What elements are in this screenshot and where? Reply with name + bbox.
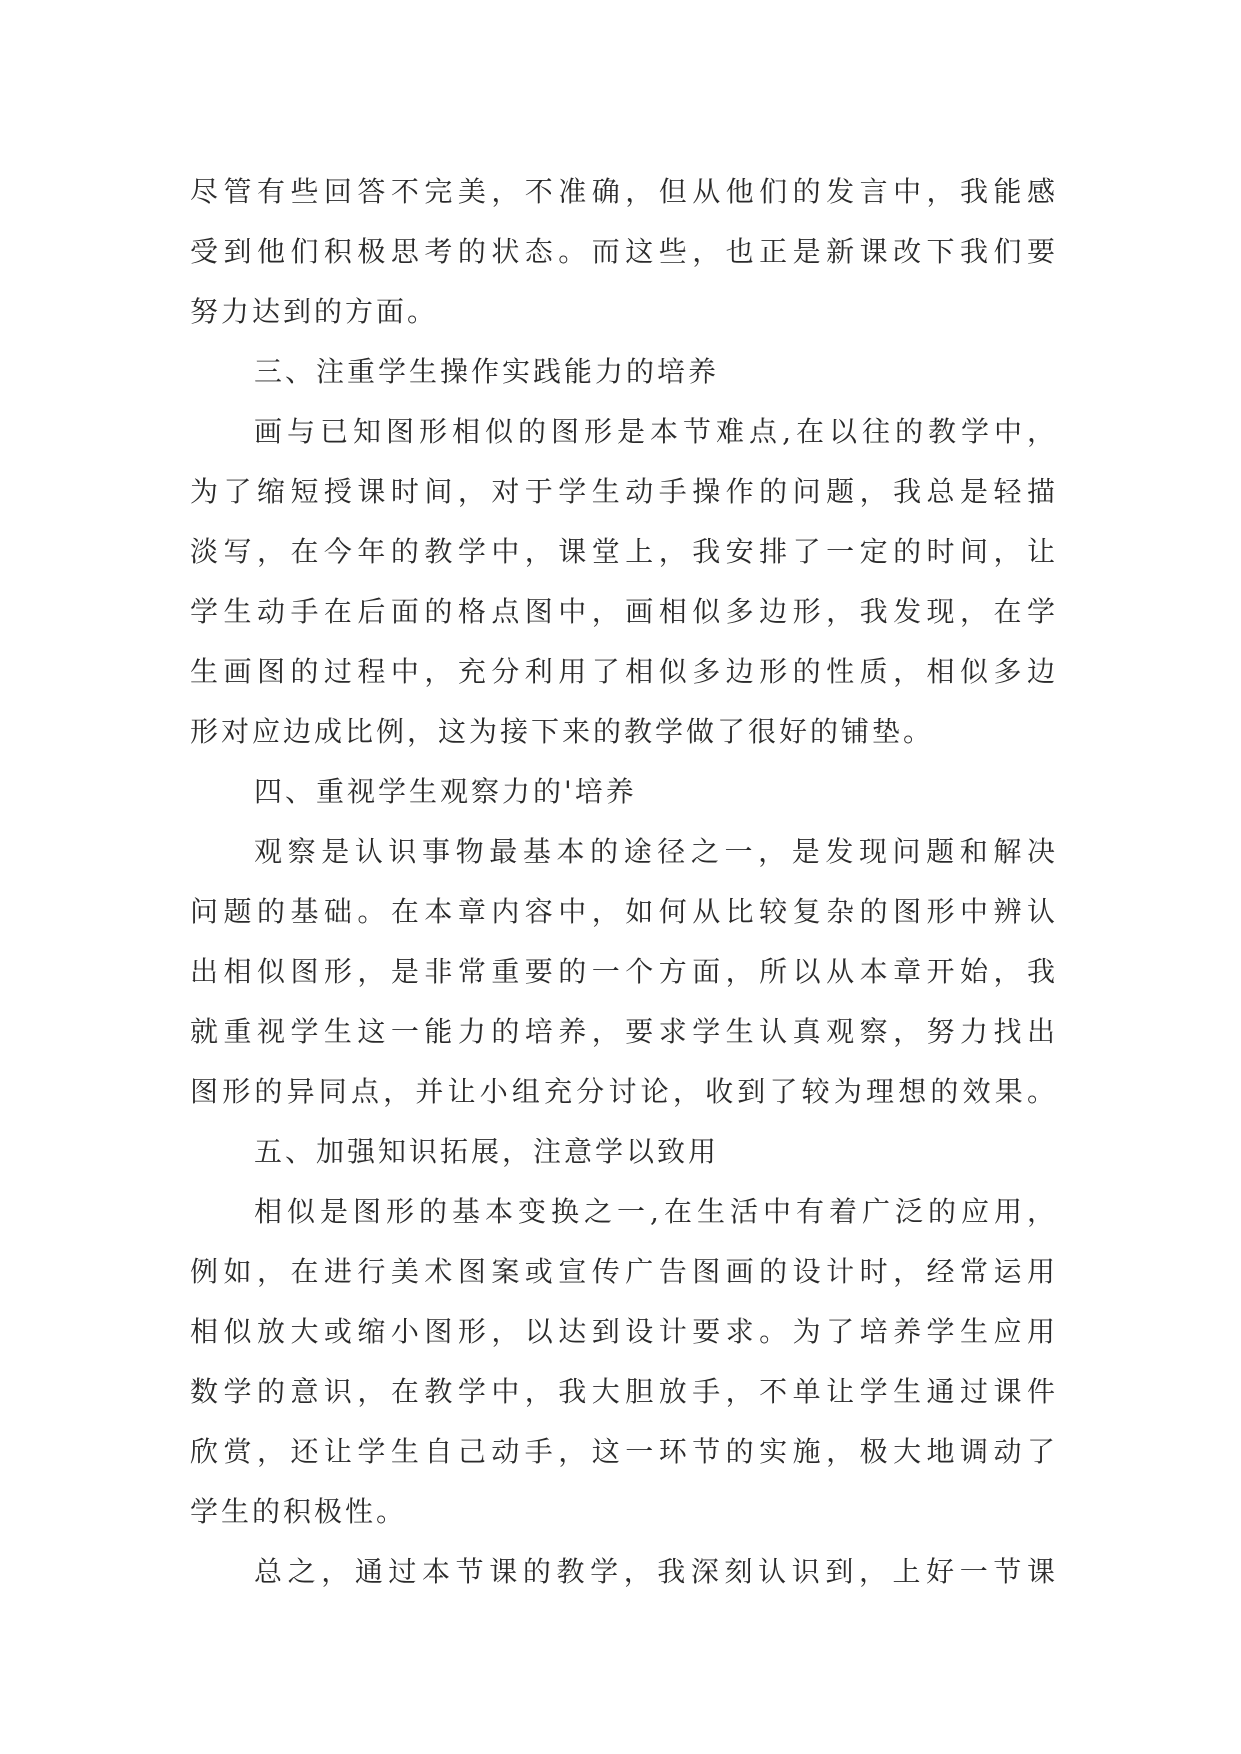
paragraph-line: 努力达到的方面。 xyxy=(190,295,439,328)
paragraph-line: 观察是认识事物最基本的途径之一，是发现问题和解决 xyxy=(254,835,1058,868)
paragraph-line: 总之，通过本节课的教学，我深刻认识到，上好一节课 xyxy=(254,1555,1058,1588)
paragraph-line: 就重视学生这一能力的培养，要求学生认真观察，努力找出 xyxy=(190,1015,1058,1048)
section-heading-3: 三、注重学生操作实践能力的培养 xyxy=(254,355,720,388)
paragraph-line: 学生动手在后面的格点图中，画相似多边形，我发现，在学 xyxy=(190,595,1058,628)
paragraph-line: 问题的基础。在本章内容中，如何从比较复杂的图形中辨认 xyxy=(190,895,1058,928)
section-heading-4: 四、重视学生观察力的'培养 xyxy=(254,775,637,808)
paragraph-line: 生画图的过程中，充分利用了相似多边形的性质，相似多边 xyxy=(190,655,1058,688)
paragraph-line: 学生的积极性。 xyxy=(190,1495,408,1528)
paragraph-line: 例如，在进行美术图案或宣传广告图画的设计时，经常运用 xyxy=(190,1255,1058,1288)
paragraph-line: 欣赏，还让学生自己动手，这一环节的实施，极大地调动了 xyxy=(190,1435,1058,1468)
paragraph-line: 相似是图形的基本变换之一,在生活中有着广泛的应用， xyxy=(254,1195,1058,1228)
paragraph-line: 相似放大或缩小图形，以达到设计要求。为了培养学生应用 xyxy=(190,1315,1058,1348)
document-body xyxy=(190,162,1058,1602)
paragraph-line: 图形的异同点，并让小组充分讨论，收到了较为理想的效果。 xyxy=(190,1075,1058,1108)
paragraph-line: 尽管有些回答不完美，不准确，但从他们的发言中，我能感 xyxy=(190,175,1058,208)
paragraph-line: 数学的意识，在教学中，我大胆放手，不单让学生通过课件 xyxy=(190,1375,1058,1408)
paragraph-line: 画与已知图形相似的图形是本节难点,在以往的教学中， xyxy=(254,415,1058,448)
section-heading-5: 五、加强知识拓展，注意学以致用 xyxy=(254,1135,720,1168)
paragraph-line: 形对应边成比例，这为接下来的教学做了很好的铺垫。 xyxy=(190,715,935,748)
paragraph-line: 淡写，在今年的教学中，课堂上，我安排了一定的时间，让 xyxy=(190,535,1058,568)
paragraph-line: 出相似图形，是非常重要的一个方面，所以从本章开始，我 xyxy=(190,955,1058,988)
paragraph-line: 为了缩短授课时间，对于学生动手操作的问题，我总是轻描 xyxy=(190,475,1058,508)
paragraph-line: 受到他们积极思考的状态。而这些，也正是新课改下我们要 xyxy=(190,235,1058,268)
